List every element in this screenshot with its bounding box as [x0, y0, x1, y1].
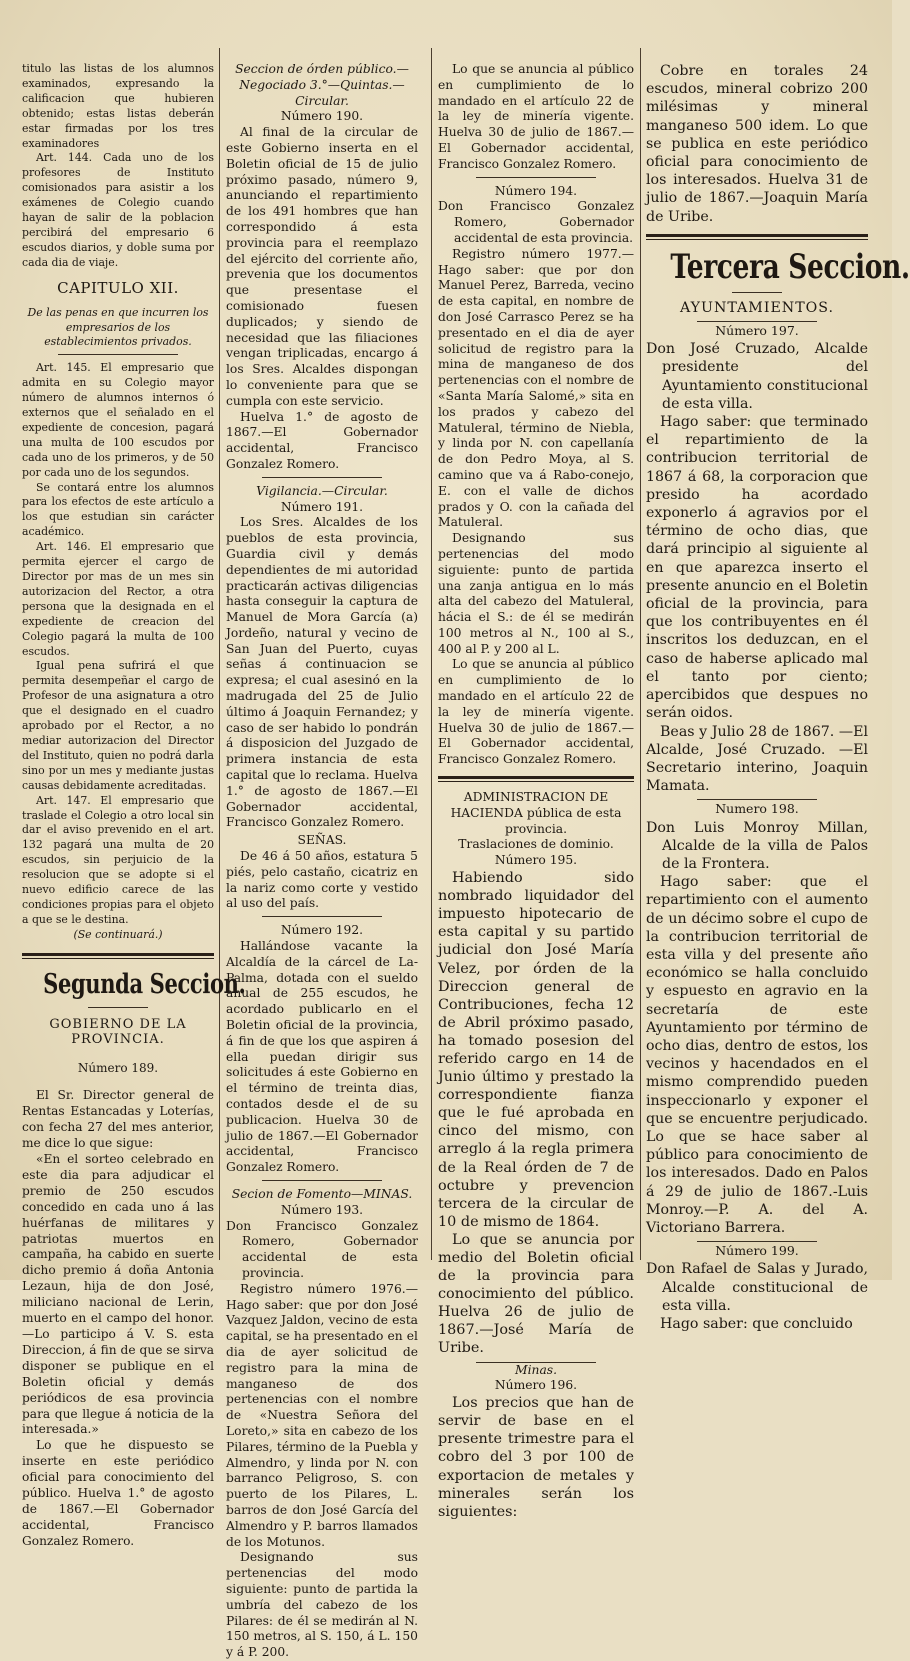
column-1 [22, 62, 246, 1548]
paragraph: Huelva 1.° de agosto de 1867.—El Gobernador accidental, Francisco Gonzalez Romero. [226, 409, 418, 471]
subsection-heading: GOBIERNO DE LA PROVINCIA. [49, 1016, 187, 1047]
paragraph: Igual pena sufrirá el que permita desempeñar el cargo de Profesor de una asignatura a otro que el designado en el cuadro aprobado por el Rector, a no mediar autorizacion del Director del Instituto, quien no podrá darla sino por un mes y mediante justas causas debidamente acreditadas. [22, 659, 214, 792]
paragraph: Hago saber: que terminado el repartimiento de la contribucion territorial de 1867 á 68, la corporacion que presido ha acordado exponerlo á agravios por el término de ocho dias, que dará principio al siguiente al en que aparezca inserto el presente anuncio en el Boletin oficial de la provincia, para que los contribuyentes en él inscritos los deduzcan, en el caso de haberse aplicado mal el tanto por ciento; apercibidos que despues no serán oidos. [646, 414, 868, 722]
section-heading: Minas. [515, 1362, 557, 1377]
paragraph: Lo que se anuncia por medio del Boletin oficial de la provincia para conocimiento del público. Huelva 26 de julio de 1867.—José María de Uribe. [438, 1231, 634, 1357]
paragraph: Lo que he dispuesto se inserte en este periódico oficial para conocimiento del público. Huelva 1.° de agosto de 1867.—El Gobernador accidental, Francisco Gonzalez Romero. [22, 1438, 214, 1548]
subsection-heading: Traslaciones de dominio. [458, 837, 614, 852]
article-147: Art. 147. El empresario que traslade el Colegio a otro local sin dar el aviso prevenido en el art. 132 pagará una multa de 20 escudos, sin perjuicio de la resolucion que se adopte si el nuevo edificio carece de las condiciones propias para el objeto a que se le destina. [22, 793, 214, 926]
divider [88, 1007, 148, 1008]
paragraph: Registro número 1977.—Hago saber: que por don Manuel Perez, Barreda, vecino de esta capital, en nombre de don José Carrasco Perez se ha presentado en el dia de ayer solicitud de registro para la mina de manganeso de dos pertenencias con el nombre de «Santa María Salomé,» sita en los prados y cabezo del Matuleral, término de Niebla, y linda por N. con capellanía de don Pedro Moya, al S. camino que va á Rabo-conejo, E. con el valle de dichos prados y O. con la cañada del Matuleral. [438, 246, 634, 530]
number-heading: Número 194. [494, 183, 578, 198]
section-rule [646, 234, 868, 240]
paragraph: Hago saber: que el repartimiento con el aumento de un décimo sobre el cupo de la contribucion territorial de esta villa y del presente año económico se halla concluido y espuesto en agravio en la secretaría de este Ayuntamiento por término de ocho dias, dentro de estos, los vecinos y hacendados en el mismo comprendido pueden inspeccionarlo y exponer el que se encuentre perjudicado. Lo que se hace saber al público para conocimiento de los interesados. Dado en Palos á 29 de julio de 1867.-Luis Monroy.—P. A. del A. Victoriano Barrera. [646, 874, 868, 1236]
subsection-heading: AYUNTAMIENTOS. [679, 299, 835, 316]
article-145: Art. 145. El empresario que admita en su Colegio mayor número de alumnos internos ó externos que el señalado en el expediente de concesion, pagará una multa de 100 escudos por cada uno de los primeros, y de 50 por cada uno de los segundos. [22, 361, 214, 479]
paragraph: De 46 á 50 años, estatura 5 piés, pelo castaño, cicatriz en la nariz como corte y vestido al uso del país. [226, 849, 418, 911]
column-4 [646, 62, 910, 1332]
paragraph: Don Francisco Gonzalez Romero, Gobernador accidental de esta provincia. [226, 1218, 418, 1280]
number-heading: Número 192. [280, 923, 364, 938]
article-146: Art. 146. El empresario que permita ejercer el cargo de Director por mas de un mes sin autorizacion del Rector, a otra persona que la designada en el expediente de creacion del Colegio pagará la multa de 100 escudos. [22, 540, 214, 658]
number-heading: Número 193. [280, 1202, 364, 1217]
paragraph: Los precios que han de servir de base en el presente trimestre para el cobro del 3 por 100 de exportacion de metales y minerales serán los siguientes: [438, 1395, 634, 1520]
chapter-subtitle: De las penas en que incurren los empresarios de los establecimientos privados. [27, 305, 209, 349]
senas-heading: SEÑAS. [297, 833, 347, 848]
section-heading: Vigilancia.—Circular. [256, 483, 388, 498]
section-rule [22, 953, 214, 959]
column-divider [431, 48, 432, 1260]
section-heading: Segunda Seccion. [43, 968, 246, 1000]
paragraph: Designando sus pertenencias del modo siguiente: punto de partida una zanja antigua en lo más alta del cabezo del Matuleral, hácia el S.: de él se medirán 100 metros al N., 100 al S., 400 al P. y 200 al L. [438, 531, 634, 656]
divider [732, 292, 782, 293]
paragraph: Designando sus pertenencias del modo siguiente: punto de partida la umbría del cabezo de los Pilares: de él se medirán al N. 150 metros, al S. 150, á L. 150 y á P. 200. [226, 1550, 418, 1660]
paragraph: Don Rafael de Salas y Jurado, Alcalde constitucional de esta villa. [646, 1261, 868, 1314]
section-heading: ADMINISTRACION DE HACIENDA pública de esta provincia. [450, 790, 622, 836]
number-heading: Número 197. [715, 323, 799, 339]
number-heading: Número 191. [280, 499, 364, 514]
column-divider [219, 48, 220, 1260]
paragraph: Hago saber: que concluido [660, 1316, 853, 1332]
section-heading: Tercera Seccion. [670, 246, 910, 287]
paragraph: Don Luis Monroy Millan, Alcalde de la villa de Palos de la Frontera. [646, 819, 868, 872]
paragraph: El Sr. Director general de Rentas Estancadas y Loterías, con fecha 27 del mes anterior, me dice lo que sigue: [22, 1088, 214, 1151]
paragraph: Lo que se anuncia al público en cumplimiento de lo mandado en el artículo 22 de la ley de minería vigente. Huelva 30 de julio de 1867.—El Gobernador accidental, Francisco Gonzalez Romero. [438, 62, 634, 171]
paragraph: «En el sorteo celebrado en este dia para adjudicar el premio de 250 escudos concedido en cada uno á las huérfanas de militares y patriotas muertos en campaña, ha cabido en suerte dicho premio á doña Antonia Lezaun, hija de don José, miliciano nacional de Lerin, muerto en el campo del honor.—Lo participo á V. S. esta Direccion, á fin de que se sirva disponer se publique en el Boletin oficial y demás periódicos de esa provincia para que llegue á noticia de la interesada.» [22, 1152, 214, 1437]
number-heading: Numero 198. [715, 801, 799, 817]
paragraph: Beas y Julio 28 de 1867. —El Alcalde, José Cruzado. —El Secretario interino, Joaquin Mamata. [646, 723, 868, 795]
paragraph: Don José Cruzado, Alcalde presidente del Ayuntamiento constitucional de esta villa. [646, 341, 868, 412]
paragraph: Al final de la circular de este Gobierno inserta en el Boletin oficial de 15 de julio próximo pasado, número 9, anunciando el repartimiento de los 491 hombres que han correspondido á esta provincia para el reemplazo del ejército del corriente año, prevenia que los documentos que presentase el comisionado fuesen duplicados; y siendo de necesidad que las filiaciones vengan triplicadas, encargo á los Sres. Alcaldes dispongan lo conveniente para que se cumpla con este servicio. [226, 125, 418, 408]
paragraph: Se contará entre los alumnos para los efectos de este artículo a los que estudian sin carácter académico. [22, 480, 214, 539]
paragraph: Registro número 1976.—Hago saber: que por don José Vazquez Jaldon, vecino de esta capital, se ha presentado en el dia de ayer solicitud de registro para la mina de manganeso de dos pertenencias con el nombre de «Nuestra Señora del Loreto,» sita en cabezo de los Pilares, término de la Puebla y Almendro, y linda por N. con barranco Peligroso, S. con puerto de los Pilares, L. barros de don José García del Almendro y P. barros llamados de los Motunos. [226, 1281, 418, 1549]
paragraph: titulo las listas de los alumnos examinados, expresando la calificacion que hubieren obtenido; estas listas deberán estar firmadas por los tres examinadores [22, 62, 214, 150]
number-heading: Número 196. [494, 1378, 578, 1393]
paragraph: Hallándose vacante la Alcaldía de la cárcel de La-Palma, dotada con el sueldo anual de 255 escudos, he acordado publicarlo en el Boletin oficial de la provincia, á fin de que los que aspiren á ella puedan dirigir sus solicitudes á este Gobierno en el término de treinta dias, contados desde el de su publicacion. Huelva 30 de julio de 1867.—El Gobernador accidental, Francisco Gonzalez Romero. [226, 939, 418, 1175]
paragraph: Lo que se anuncia al público en cumplimiento de lo mandado en el artículo 22 de la ley de minería vigente. Huelva 30 de julio de 1867.—El Gobernador accidental, Francisco Gonzalez Romero. [438, 657, 634, 767]
column-2 [226, 62, 418, 1660]
column-divider [640, 48, 641, 1260]
article-144: Art. 144. Cada uno de los profesores de Instituto comisionados para asistir a los exámenes de Colegio cuando hayan de salir de la poblacion percibirá del empresario 6 escudos diarios, y doble suma por cada dia de viaje. [22, 151, 214, 269]
number-heading: Número 189. [77, 1061, 159, 1076]
section-heading: Seccion de órden público.—Negociado 3.°—Quintas.—Circular. [235, 62, 409, 108]
continuation-note: (Se continuará.) [73, 927, 163, 941]
paragraph: Habiendo sido nombrado liquidador del impuesto hipotecario de esta capital y su partido judicial don José María Velez, por órden de la Direccion general de Contribuciones, fecha 12 de Abril próximo pasado, ha tomado posesion del referido cargo en 14 de Junio último y prestado la correspondiente fianza que le fué aprobada en cinco del mismo, con arreglo á la regla primera de la Real órden de 7 de octubre y prevencion tercera de la circular de 10 de mismo de 1864. [438, 870, 634, 1230]
number-heading: Número 190. [280, 109, 364, 124]
chapter-heading: CAPITULO XII. [57, 278, 179, 297]
paragraph: Don Francisco Gonzalez Romero, Gobernador accidental de esta provincia. [438, 199, 634, 245]
section-heading: Secion de Fomento—MINAS. [231, 1186, 413, 1201]
paragraph: Cobre en torales 24 escudos, mineral cobrizo 200 milésimas y mineral manganeso 500 idem. Lo que se publica en este periódico oficial para conocimiento de los interesados. Huelva 31 de julio de 1867.—Joaquin María de Uribe. [646, 63, 868, 225]
number-heading: Número 195. [494, 853, 578, 868]
paragraph: Los Sres. Alcaldes de los pueblos de esta provincia, Guardia civil y demás dependientes de mi autoridad practicarán activas diligencias hasta conseguir la captura de Manuel de Mora García (a) Jordeño, natural y vecino de San Juan del Puerto, cuyas señas á continuacion se expresa; el cual asesinó en la madrugada del 25 de Julio último á Joaquin Fernandez; y caso de ser habido lo pondrán á disposicion del Juzgado de primera instancia de esta capital que lo reclama. Huelva 1.° de agosto de 1867.—El Gobernador accidental, Francisco Gonzalez Romero. [226, 515, 418, 830]
number-heading: Número 199. [715, 1243, 799, 1259]
column-3 [438, 62, 634, 1520]
section-rule [438, 776, 634, 782]
